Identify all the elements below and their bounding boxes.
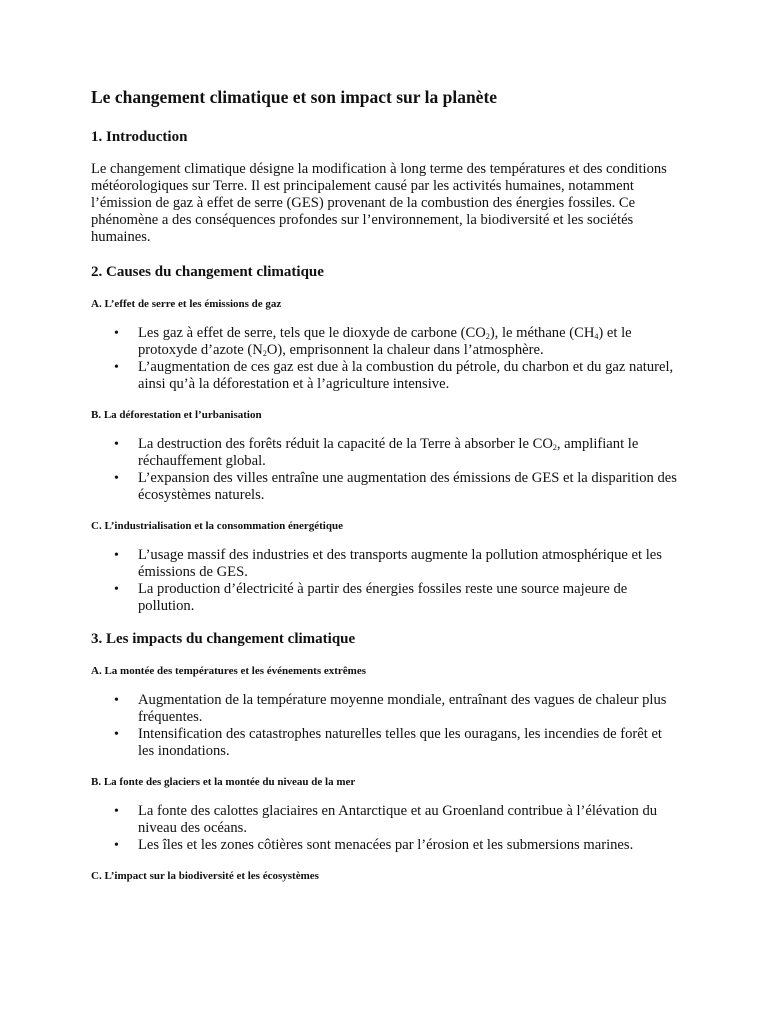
bullet-icon: • [114,471,119,486]
bullet-icon: • [114,727,119,742]
list-item: • La fonte des calottes glaciaires en Antarctique et au Groenland contribue à l’élévation du niveau des océans. [114,803,658,836]
list-item: • La production d’électricité à partir des énergies fossiles reste une source majeure de pollution. [114,581,628,614]
intro-paragraph: Le changement climatique désigne la modification à long terme des températures et des conditions météorologiques sur Terre. Il est principalement causé par les activités humaines, notamment l’émission de gaz à effet de serre (GES) provenant de la combustion des énergies fossiles. Ce phénomène a des conséquences profondes sur l’environnement, la biodiversité et les sociétés humaines. [91,161,667,245]
bullet-icon: • [114,804,119,819]
section-heading-introduction: 1. Introduction [91,129,188,145]
subsection-heading-temperatures: A. La montée des températures et les événements extrêmes [91,665,367,677]
subsection-heading-industrialisation: C. L’industrialisation et la consommation énergétique [91,520,343,532]
bullet-icon: • [114,548,119,563]
subsection-heading-glaciers: B. La fonte des glaciers et la montée du niveau de la mer [91,776,356,788]
bullet-icon: • [114,326,119,341]
bullet-list-glaciers [91,803,678,854]
list-item: • Les gaz à effet de serre, tels que le dioxyde de carbone $(CO_2)$, le méthane $(CH_4)$ et le protoxyde d’azote $(N_2O)$, emprisonnent la chaleur dans l’atmosphère. [114,325,632,358]
list-item: • Intensification des catastrophes naturelles telles que les ouragans, les incendies de forêt et les inondations. [114,726,662,759]
bullet-list-greenhouse [91,325,678,393]
bullet-icon: • [114,693,119,708]
bullet-icon: • [114,582,119,597]
list-item: • La destruction des forêts réduit la capacité de la Terre à absorber le $CO_2$, amplifiant le réchauffement global. [114,436,639,469]
subsection-heading-deforestation: B. La déforestation et l’urbanisation [91,409,262,421]
bullet-icon: • [114,360,119,375]
document-title: Le changement climatique et son impact sur la planète [91,87,498,107]
subsection-heading-biodiversity: C. L’impact sur la biodiversité et les écosystèmes [91,870,319,882]
list-item: • Augmentation de la température moyenne mondiale, entraînant des vagues de chaleur plus fréquentes. [114,692,667,725]
list-item: • L’augmentation de ces gaz est due à la combustion du pétrole, du charbon et du gaz naturel, ainsi qu’à la déforestation et à l’agriculture intensive. [114,359,674,392]
list-item: • Les îles et les zones côtières sont menacées par l’érosion et les submersions marines. [114,837,634,853]
bullet-icon: • [114,838,119,853]
list-item: • L’usage massif des industries et des transports augmente la pollution atmosphérique et les émissions de GES. [114,547,662,580]
section-heading-causes: 2. Causes du changement climatique [91,264,324,280]
bullet-list-deforestation [91,436,678,504]
subsection-heading-greenhouse: A. L’effet de serre et les émissions de gaz [91,298,282,310]
bullet-list-industrialisation [91,547,678,615]
list-item: • L’expansion des villes entraîne une augmentation des émissions de GES et la disparition des écosystèmes naturels. [114,470,677,503]
section-heading-impacts: 3. Les impacts du changement climatique [91,631,356,647]
bullet-list-temperatures [91,692,678,760]
bullet-icon: • [114,437,119,452]
